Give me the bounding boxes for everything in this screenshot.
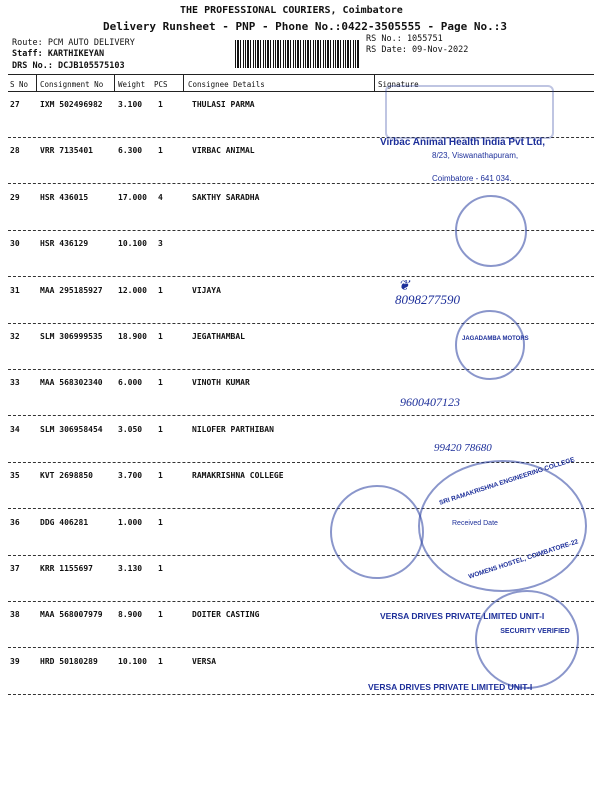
- row-sno: 38: [10, 610, 20, 620]
- row-consignment: KVT 2698850: [40, 471, 93, 481]
- row-divider: [8, 694, 594, 695]
- row-sno: 33: [10, 378, 20, 388]
- row-consignee: VIRBAC ANIMAL: [192, 146, 255, 156]
- row-weight: 18.900: [118, 332, 147, 341]
- college-stamp-text: SRI RAMAKRISHNA ENGINEERING COLLEGE: [438, 456, 576, 507]
- hostel-stamp-text: WOMENS HOSTEL, COIMBATORE-22: [467, 538, 580, 581]
- handwritten-phone: 99420 78680: [434, 442, 492, 454]
- row-consignment: IXM 502496982: [40, 100, 103, 109]
- col-divider: [114, 74, 115, 91]
- col-sno: S No: [10, 80, 29, 89]
- row-consignment: VRR 7135401: [40, 146, 93, 156]
- row-weight: 3.130: [118, 564, 143, 573]
- company-title: THE PROFESSIONAL COURIERS, Coimbatore: [180, 5, 403, 16]
- round-stamp: [330, 485, 424, 579]
- row-sno: 32: [10, 332, 20, 341]
- row-pcs: 1: [158, 471, 163, 481]
- row-weight: 1.000: [118, 517, 143, 527]
- row-pcs: 1: [158, 656, 163, 666]
- row-weight: 3.700: [118, 471, 143, 481]
- row-consignee: THULASI PARMA: [192, 100, 255, 109]
- row-pcs: 4: [158, 192, 163, 202]
- col-divider: [183, 74, 184, 91]
- row-consignment: MAA 295185927: [40, 285, 103, 295]
- row-sno: 27: [10, 100, 20, 109]
- row-sno: 37: [10, 564, 20, 573]
- drs-number: DRS No.: DCJB105575103: [12, 61, 125, 71]
- row-sno: 31: [10, 285, 20, 295]
- row-weight: 6.000: [118, 378, 143, 388]
- row-pcs: 1: [158, 564, 163, 573]
- signature-vijaya: ❦: [398, 279, 410, 294]
- row-sno: 30: [10, 239, 20, 249]
- row-pcs: 1: [158, 610, 163, 620]
- row-consignee: DOITER CASTING: [192, 610, 260, 620]
- col-consignee: Consignee Details: [188, 80, 265, 89]
- security-stamp-text: SECURITY VERIFIED: [500, 628, 570, 635]
- row-consignment: SLM 306999535: [40, 332, 103, 341]
- row-consignment: HSR 436129: [40, 239, 89, 249]
- row-pcs: 1: [158, 424, 163, 434]
- row-consignment: DDG 406281: [40, 517, 89, 527]
- row-consignee: VERSA: [192, 656, 217, 666]
- virbac-stamp-city: Coimbatore - 641 034.: [432, 174, 512, 183]
- row-sno: 29: [10, 192, 20, 202]
- row-pcs: 1: [158, 378, 163, 388]
- rubber-stamp: [385, 85, 554, 139]
- handwritten-phone: 8098277590: [395, 292, 460, 307]
- row-weight: 10.100: [118, 656, 147, 666]
- handwritten-phone: 9600407123: [400, 395, 460, 409]
- row-consignment: SLM 306958454: [40, 424, 103, 434]
- row-consignment: MAA 568302340: [40, 378, 103, 388]
- row-divider: [8, 276, 594, 277]
- row-consignment: HRD 50180289: [40, 656, 98, 666]
- row-consignee: RAMAKRISHNA COLLEGE: [192, 471, 284, 481]
- col-pcs: PCS: [154, 80, 168, 89]
- row-weight: 3.050: [118, 424, 143, 434]
- row-pcs: 1: [158, 146, 163, 156]
- row-pcs: 1: [158, 285, 163, 295]
- rs-date: RS Date: 09-Nov-2022: [366, 45, 469, 55]
- row-consignee: JEGATHAMBAL: [192, 332, 245, 341]
- route: Route: PCM AUTO DELIVERY: [12, 38, 135, 48]
- col-divider: [36, 74, 37, 91]
- row-divider: [8, 415, 594, 416]
- jagadamba-stamp-text: JAGADAMBA MOTORS: [462, 336, 529, 342]
- row-divider: [8, 183, 594, 184]
- virbac-stamp-address: 8/23, Viswanathapuram,: [432, 151, 519, 160]
- received-date-label: Received Date: [452, 520, 498, 527]
- row-consignment: HSR 436015: [40, 192, 89, 202]
- round-stamp: [455, 195, 527, 267]
- row-pcs: 3: [158, 239, 163, 249]
- barcode: [235, 40, 360, 68]
- row-consignee: SAKTHY SARADHA: [192, 192, 260, 202]
- row-sno: 28: [10, 146, 20, 156]
- row-sno: 34: [10, 424, 20, 434]
- row-sno: 35: [10, 471, 20, 481]
- col-divider: [374, 74, 375, 91]
- row-weight: 3.100: [118, 100, 143, 109]
- row-weight: 8.900: [118, 610, 143, 620]
- row-sno: 39: [10, 656, 20, 666]
- table-top-rule: [8, 74, 594, 75]
- versa-stamp-1: VERSA DRIVES PRIVATE LIMITED UNIT-I: [380, 611, 545, 621]
- rs-number: RS No.: 1055751: [366, 34, 443, 44]
- staff: Staff: KARTHIKEYAN: [12, 49, 105, 59]
- col-signature: Signature: [378, 80, 419, 89]
- row-pcs: 1: [158, 332, 163, 341]
- row-weight: 12.000: [118, 285, 147, 295]
- row-consignee: VIJAYA: [192, 285, 221, 295]
- row-weight: 10.100: [118, 239, 147, 249]
- row-consignee: VINOTH KUMAR: [192, 378, 250, 388]
- row-consignment: KRR 1155697: [40, 564, 93, 573]
- row-consignee: NILOFER PARTHIBAN: [192, 424, 274, 434]
- versa-stamp-2: VERSA DRIVES PRIVATE LIMITED UNIT-I: [368, 682, 533, 692]
- virbac-stamp-name: Virbac Animal Health India Pvt Ltd,: [380, 137, 546, 148]
- security-stamp: [475, 590, 579, 689]
- col-consignment: Consignment No: [40, 80, 104, 89]
- row-sno: 36: [10, 517, 20, 527]
- runsheet-title: Delivery Runsheet - PNP - Phone No.:0422-3505555 - Page No.:3: [103, 20, 507, 33]
- jagadamba-stamp: [455, 310, 525, 380]
- col-weight: Weight: [118, 80, 146, 89]
- row-weight: 17.000: [118, 192, 147, 202]
- row-consignment: MAA 568007979: [40, 610, 103, 620]
- row-weight: 6.300: [118, 146, 143, 156]
- row-pcs: 1: [158, 517, 163, 527]
- row-pcs: 1: [158, 100, 163, 109]
